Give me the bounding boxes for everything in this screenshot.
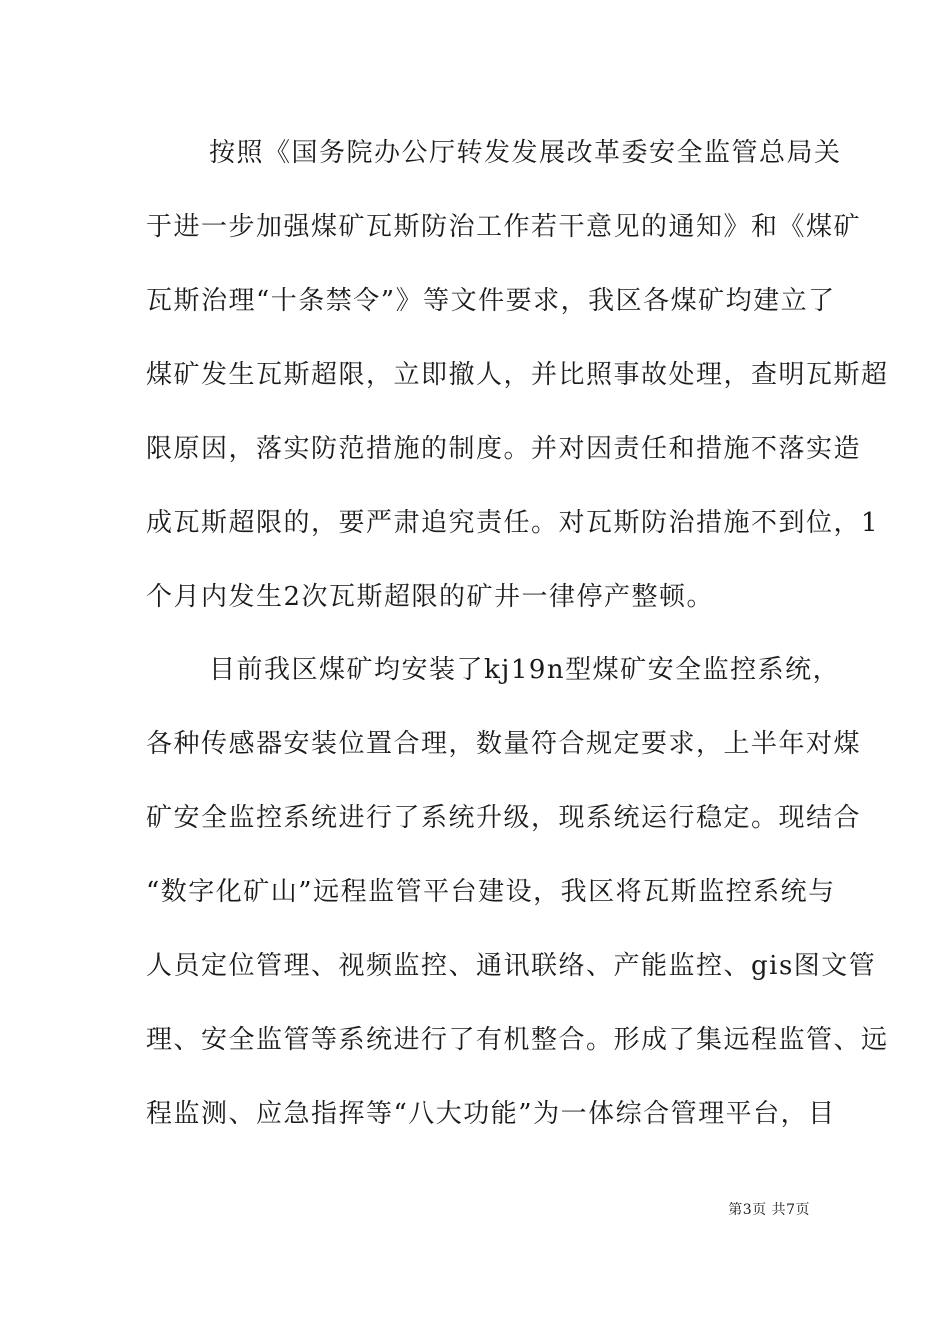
paragraph-2-line-6: 理、安全监管等系统进行了有机整合。形成了集远程监管、远	[146, 1025, 889, 1055]
paragraph-2-line-1: 目前我区煤矿均安装了kj19n型煤矿安全监控系统，	[209, 655, 841, 685]
paragraph-1-line-4: 煤矿发生瓦斯超限，立即撤人，并比照事故处理，查明瓦斯超	[146, 360, 889, 390]
paragraph-1-line-7: 个月内发生2次瓦斯超限的矿井一律停产整顿。	[146, 582, 715, 612]
paragraph-1-line-2: 于进一步加强煤矿瓦斯防治工作若干意见的通知》和《煤矿	[146, 212, 862, 242]
paragraph-2-line-2: 各种传感器安装位置合理，数量符合规定要求，上半年对煤	[146, 729, 862, 759]
paragraph-1-line-3: 瓦斯治理“十条禁令”》等文件要求，我区各煤矿均建立了	[146, 286, 836, 316]
paragraph-2-line-5: 人员定位管理、视频监控、通讯联络、产能监控、gis图文管	[146, 951, 877, 981]
paragraph-1-line-6: 成瓦斯超限的，要严肃追究责任。对瓦斯防治措施不到位，1	[146, 508, 880, 538]
paragraph-2-line-3: 矿安全监控系统进行了系统升级，现系统运行稳定。现结合	[146, 803, 862, 833]
paragraph-1-line-1: 按照《国务院办公厅转发发展改革委安全监管总局关	[209, 138, 842, 168]
paragraph-2-line-7: 程监测、应急指挥等“八大功能”为一体综合管理平台，目	[146, 1099, 836, 1129]
paragraph-1-line-5: 限原因，落实防范措施的制度。并对因责任和措施不落实造	[146, 434, 862, 464]
page-number-footer: 第3页 共7页	[728, 1202, 810, 1218]
paragraph-2-line-4: “数字化矿山”远程监管平台建设，我区将瓦斯监控系统与	[146, 877, 836, 907]
